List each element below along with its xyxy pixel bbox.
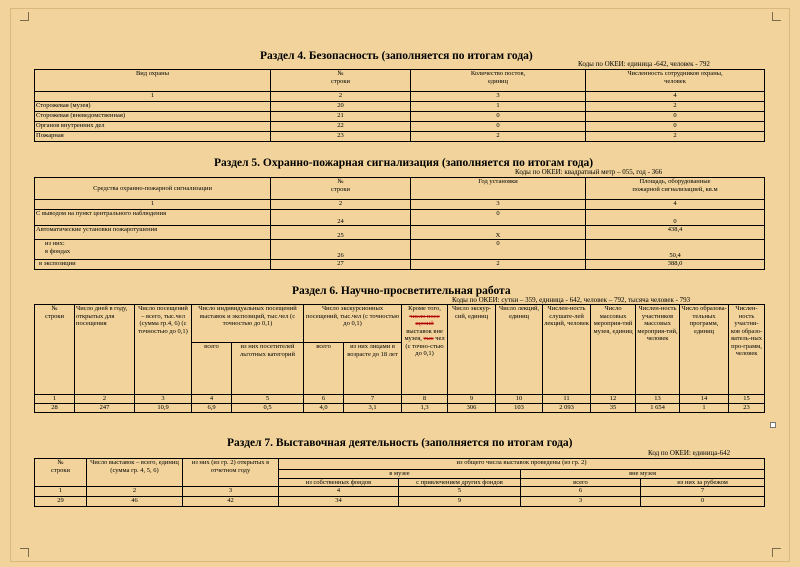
section-6-okei: Коды по ОКЕИ: сутки – 359, единица - 642, человек – 792, тысяча человек - 793 [452,296,691,304]
col-subheader: всего [521,478,641,487]
cell: 27 [271,260,411,270]
column-number: 4 [586,200,765,210]
cell: из них: в фондах [35,240,271,260]
cell: Сторожевая (музея) [35,102,271,112]
section-4-okei: Коды по ОКЕИ: единица -642, человек - 792 [578,60,710,68]
column-number: 3 [183,487,279,497]
column-number: 4 [192,395,232,404]
table-row [35,226,765,240]
section-5-table [34,177,765,270]
cell: 0 [411,122,586,132]
section-7-table [34,458,765,507]
cell: 1,3 [402,404,448,413]
cell: 4,0 [304,404,344,413]
header-text: чел (с точно-стью до 0,1) [405,335,445,357]
header-text: выставок вне музея, [404,327,443,342]
cell: 438,4 [586,226,765,240]
column-number: 9 [448,395,496,404]
cell: 35 [591,404,636,413]
cell: 21 [271,112,411,122]
col-header: Год установки [411,178,586,200]
cell: 20 [271,102,411,112]
table-row [35,404,765,413]
cell: 1 [680,404,729,413]
section-7-title: Раздел 7. Выставочная деятельность (заполняется по итогам года) [227,437,573,449]
cell: 10,9 [135,404,192,413]
section-7-okei: Код по ОКЕИ: единица-642 [648,449,731,457]
column-number: 10 [496,395,543,404]
column-number: 3 [135,395,192,404]
corner-mark [20,548,29,557]
col-subheader: из собственных фондов [279,478,399,487]
cell: 2 [411,260,586,270]
column-number: 2 [271,200,411,210]
col-header: из общего числа выставок проведены (из гр. 2) [279,459,765,470]
table-header-row [35,178,765,200]
column-number: 5 [232,395,304,404]
column-number: 1 [35,487,87,497]
table-row [35,240,765,260]
cell: 22 [271,122,411,132]
section-5-title: Раздел 5. Охранно-пожарная сигнализация (заполняется по итогам года) [214,157,594,169]
table-row [35,210,765,226]
column-number-row [35,395,765,404]
col-header: Число массовых мероприя-тий музея, единиц [591,305,636,395]
header-text: Кроме того, [408,305,441,312]
cell: 0,5 [232,404,304,413]
cell: 0 [586,122,765,132]
cell: 2 [586,132,765,142]
column-number: 7 [641,487,765,497]
cell: 25 [271,226,411,240]
column-number: 2 [271,92,411,102]
col-subheader: вне музея [521,470,765,479]
table-row [35,102,765,112]
section-4-title: Раздел 4. Безопасность (заполняется по итогам года) [260,50,533,62]
col-subheader: в музее [279,470,521,479]
col-header: Количество постов, единиц [411,70,586,92]
cell: 28 [35,404,75,413]
column-number: 14 [680,395,729,404]
column-number: 3 [411,200,586,210]
table-row [35,122,765,132]
section-5-okei: Коды по ОКЕИ: квадратный метр – 055, год - 366 [515,168,663,176]
column-number: 11 [543,395,591,404]
column-number: 7 [344,395,402,404]
col-header: № строки [271,70,411,92]
struck-text: число посе щений [409,312,440,327]
cell: 29 [35,497,87,507]
cell: 50,4 [586,240,765,260]
cell: 23 [271,132,411,142]
table-row [35,112,765,122]
cell: 34 [279,497,399,507]
col-subheader: из них за рубежом [641,478,765,487]
cell: 1 [411,102,586,112]
table-header-row [35,70,765,92]
table-row [35,497,765,507]
cell: 0 [411,240,586,260]
col-header: Числен-ность участников массовых мероприя-тий, человек [636,305,680,395]
col-header [402,305,448,395]
section-6-title: Раздел 6. Научно-просветительная работа [292,285,511,297]
column-number: 1 [35,92,271,102]
cell: 103 [496,404,543,413]
column-number: 2 [87,487,183,497]
cell: в экспозиции [35,260,271,270]
col-header: Число образова-тельных программ, единиц [680,305,729,395]
col-header: Число экскур-сий, единиц [448,305,496,395]
struck-text: тыс [423,335,434,342]
column-number: 13 [636,395,680,404]
column-number: 4 [586,92,765,102]
section-4-table [34,69,765,142]
cell: Автоматические установки пожаротушения [35,226,271,240]
column-number: 3 [411,92,586,102]
cell: Органов внутренних дел [35,122,271,132]
cell: 24 [271,210,411,226]
col-subheader: с привлечением других фондов [399,478,521,487]
column-number: 1 [35,200,271,210]
col-header: Число индивидуальных посещений выставок и экспозиций, тыс.чел (с точностью до 0,1) [192,305,304,343]
cell: 9 [399,497,521,507]
cell: 0 [586,210,765,226]
cell: 3,1 [344,404,402,413]
column-number-row [35,487,765,497]
col-subheader: из них посетителей льготных категорий [232,343,304,395]
cell: 2 [586,102,765,112]
col-header: Число выставок – всего, единиц (сумма гр. 4, 5, 6) [87,459,183,487]
column-number: 1 [35,395,75,404]
cell: 247 [75,404,135,413]
column-number: 6 [521,487,641,497]
column-number: 6 [304,395,344,404]
column-number-row [35,200,765,210]
cell: 388,0 [586,260,765,270]
cell: Х [411,226,586,240]
cell: 6,9 [192,404,232,413]
col-header: Число лекций, единиц [496,305,543,395]
cell: Сторожевая (вневедомственная) [35,112,271,122]
cell: 0 [586,112,765,122]
cell: 0 [641,497,765,507]
column-number-row [35,92,765,102]
column-number: 2 [75,395,135,404]
cell: 306 [448,404,496,413]
col-header: Площадь, оборудованные пожарной сигнализацией, кв.м [586,178,765,200]
cell: 0 [411,112,586,122]
col-header: Численность сотрудников охраны, человек [586,70,765,92]
cell: 3 [521,497,641,507]
col-header: Вид охраны [35,70,271,92]
cell: 26 [271,240,411,260]
cell: 2 [411,132,586,142]
cell: С выводом на пункт центрального наблюдения [35,210,271,226]
cell: 23 [729,404,765,413]
corner-mark [772,548,781,557]
col-header: Число посещений – всего, тыс.чел (сумма гр.4, 6) (с точностью до 0,1) [135,305,192,395]
section-6-table [34,304,765,413]
col-header: из них (из гр. 2) открытых в отчетном году [183,459,279,487]
column-number: 5 [399,487,521,497]
column-number: 15 [729,395,765,404]
cell: 2 093 [543,404,591,413]
col-subheader: из них лицами в возрасте до 18 лет [344,343,402,395]
table-row [35,260,765,270]
col-header: Число экскурсионных посещений, тыс.чел (с точностью до 0,1) [304,305,402,343]
col-header: № строки [35,459,87,487]
cell: 46 [87,497,183,507]
col-subheader: всего [304,343,344,395]
col-subheader: всего [192,343,232,395]
table-header-row [35,305,765,343]
column-number: 8 [402,395,448,404]
col-header: № строки [35,305,75,395]
table-resize-handle[interactable] [770,422,776,428]
cell: 0 [411,210,586,226]
corner-mark [20,12,29,21]
cell: Пожарная [35,132,271,142]
column-number: 4 [279,487,399,497]
col-header: Средства охранно-пожарной сигнализации [35,178,271,200]
cell: 42 [183,497,279,507]
column-number: 12 [591,395,636,404]
col-header: Числен-ность участни-ков образо-ватель-ных про-грамм, человек [729,305,765,395]
table-header-row [35,459,765,470]
col-header: Числен-ность слушате-лей лекций, человек [543,305,591,395]
col-header: Число дней в году, открытых для посещения [75,305,135,395]
corner-mark [772,12,781,21]
col-header: № строки [271,178,411,200]
cell: 1 654 [636,404,680,413]
table-row [35,132,765,142]
